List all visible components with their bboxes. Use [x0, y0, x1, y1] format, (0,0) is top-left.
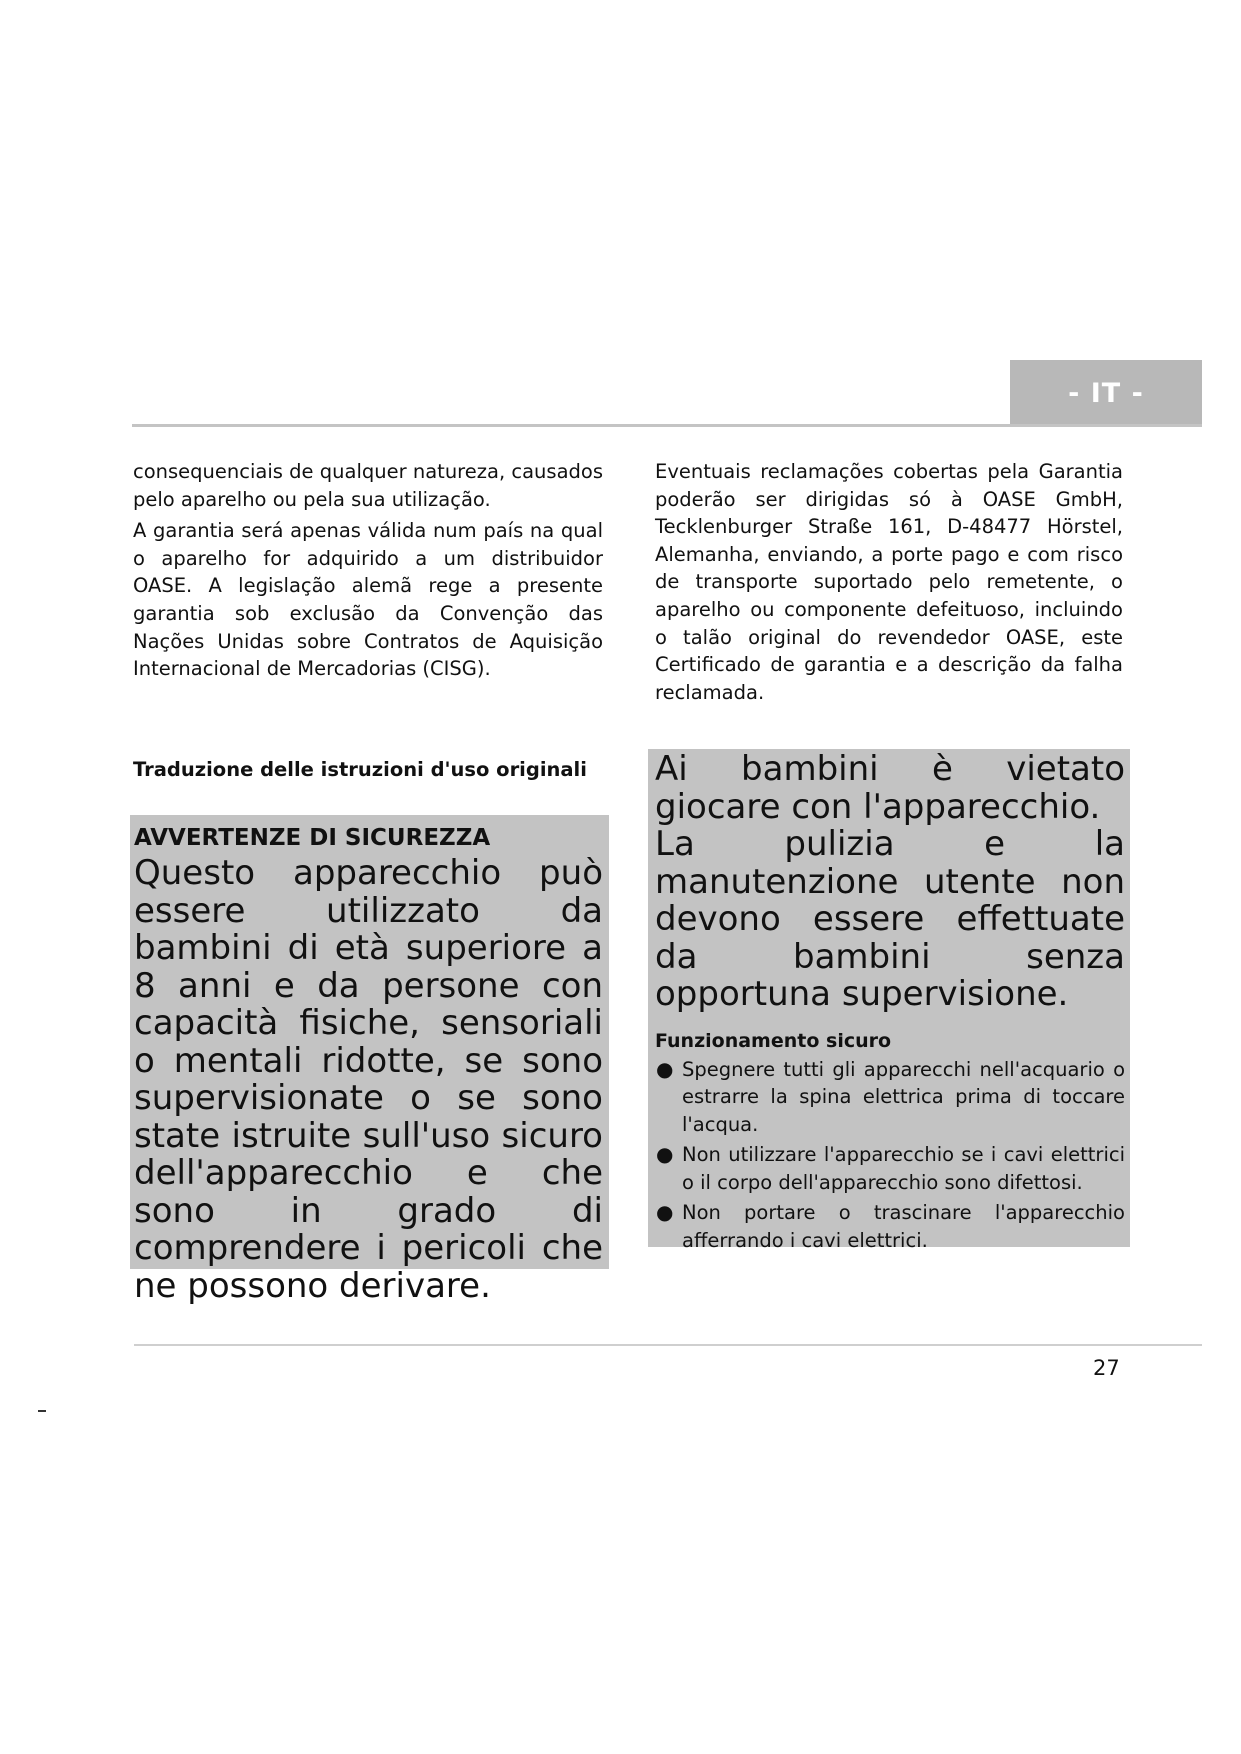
left-paragraph-2: A garantia será apenas válida num país na qual o aparelho for adquirido a um distribuidor OASE. A legislação alemã rege a presente garantia sob exclusão da Convenção das Nações Unidas sobre Contratos de Aquisição Internacional de Mercadorias (CISG). [133, 519, 603, 681]
bullet-icon: ● [656, 1142, 674, 1167]
safety-warning-box [130, 815, 609, 1306]
warning-title: AVVERTENZE DI SICUREZZA [134, 825, 491, 851]
bullet-icon: ● [656, 1056, 674, 1081]
left-column [133, 458, 603, 687]
right-column [655, 458, 1123, 710]
safety-bullet-list [655, 1056, 1125, 1255]
footer-divider [134, 1344, 1202, 1346]
children-play-warning: Ai bambini è vietato giocare con l'apparecchio. [655, 749, 1125, 827]
header-divider [132, 424, 1202, 427]
warning-text: Questo apparecchio può essere utilizzato da bambini di età superiore a 8 anni e da persone con capacità fisiche, sensoriali o mentali ridotte, se sono supervisionate o se sono state istruite sull'uso sicuro dell'apparecchio e che sono in grado di comprendere i pericoli che ne possono derivare. [134, 853, 603, 1306]
bullet-text: Non utilizzare l'apparecchio se i cavi elettrici o il corpo dell'apparecchio sono difettosi. [682, 1143, 1125, 1194]
left-paragraph-1: consequenciais de qualquer natureza, causados pelo aparelho ou pela sua utilização. [133, 460, 603, 511]
list-item [655, 1056, 1125, 1139]
language-tab: - IT - [1010, 360, 1202, 426]
cleaning-warning: La pulizia e la manutenzione utente non devono essere effettuate da bambini senza opportuna supervisione. [655, 824, 1125, 1014]
bullet-text: Non portare o trascinare l'apparecchio afferrando i cavi elettrici. [682, 1201, 1125, 1253]
crop-mark [38, 1410, 46, 1412]
section-subtitle: Traduzione delle istruzioni d'uso originali [133, 758, 587, 781]
safe-operation-title: Funzionamento sicuro [655, 1029, 892, 1052]
page-number: 27 [1093, 1356, 1120, 1380]
right-paragraph-1: Eventuais reclamações cobertas pela Garantia poderão ser dirigidas só à OASE GmbH, Tecklenburger Straße 161, D-48477 Hörstel, Alemanha, enviando, a porte pago e com risco de transporte suportado pelo remetente, o aparelho ou componente defeituoso, incluindo o talão original do revendedor OASE, este Certificado de garantia e a descrição da falha reclamada. [655, 460, 1123, 704]
list-item [655, 1141, 1125, 1196]
bullet-icon: ● [656, 1200, 674, 1225]
bullet-text: Spegnere tutti gli apparecchi nell'acquario o estrarre la spina elettrica prima di toccare l'acqua. [682, 1057, 1125, 1136]
children-safety-box [648, 749, 1130, 1253]
list-item [655, 1199, 1125, 1254]
